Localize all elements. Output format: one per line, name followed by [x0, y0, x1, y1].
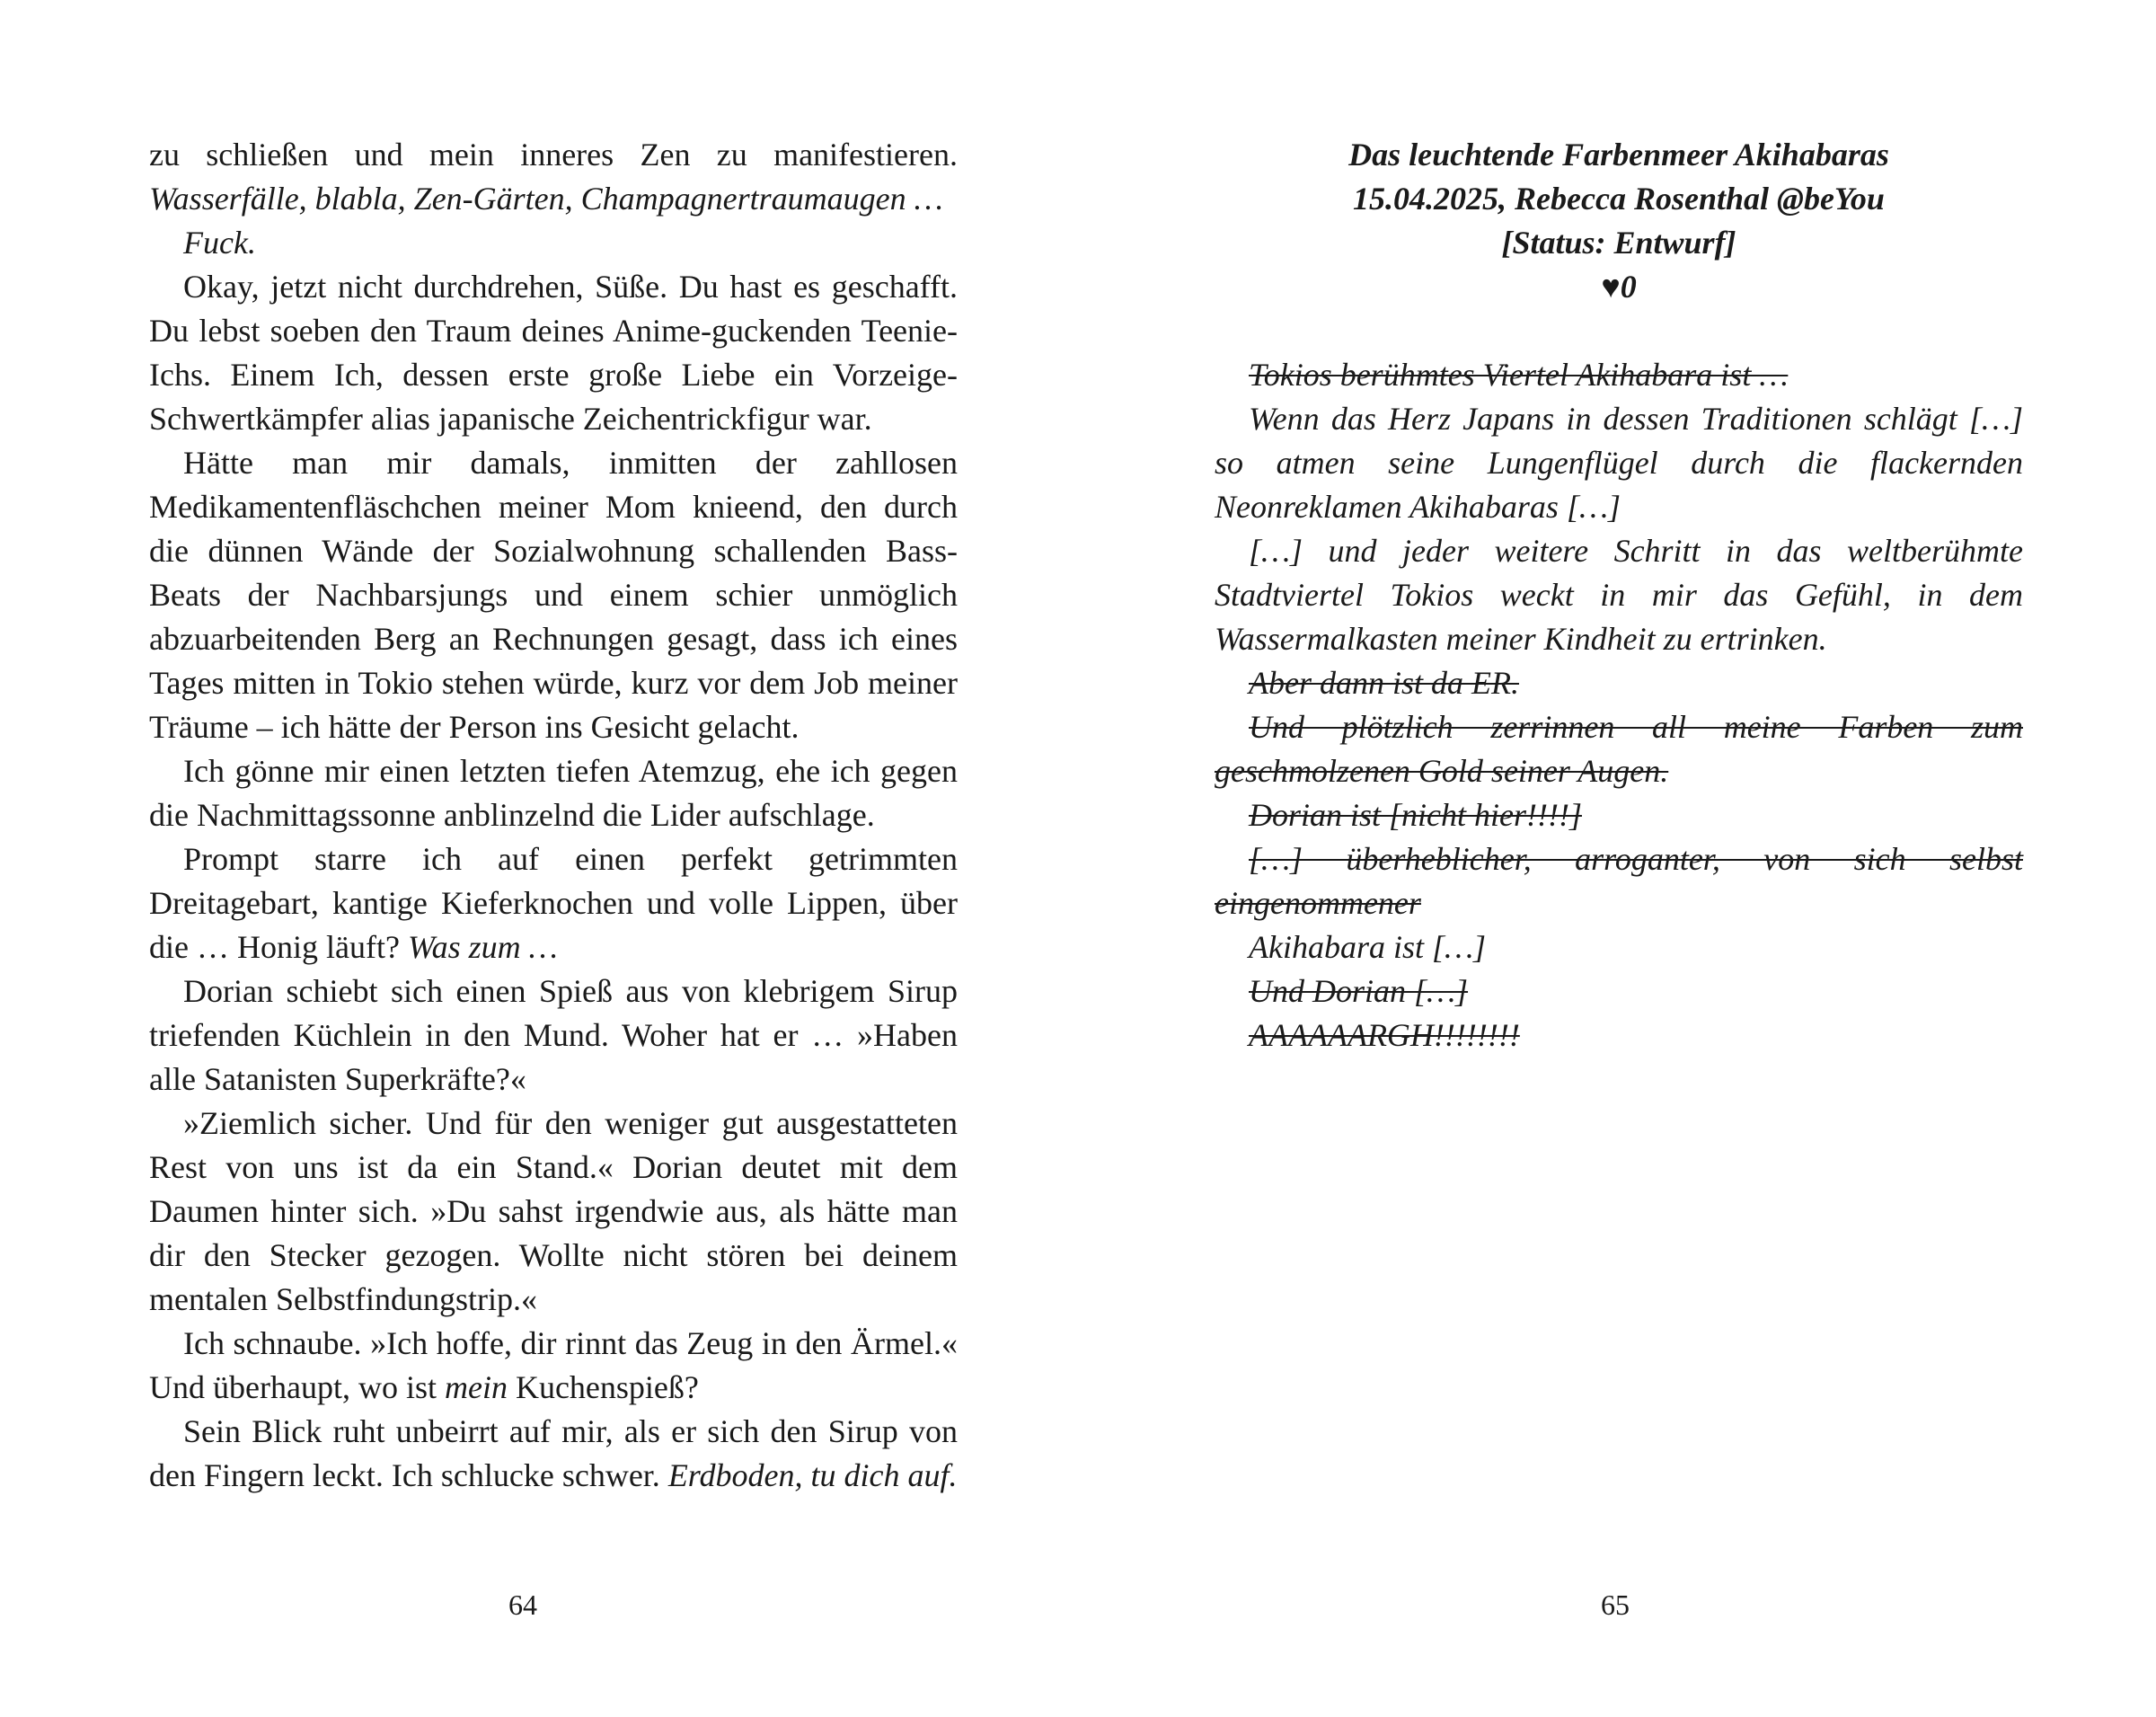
right-page [1078, 0, 2156, 1717]
draft-line-struck: Dorian ist [nicht hier!!!!] [1249, 797, 1582, 833]
draft-line: […] und jeder weitere Schritt in das weltberühmte Stadtviertel Tokios weckt in mir das Gefühl, in dem Wassermalkasten meiner Kindheit zu ertrinken. [1215, 533, 2023, 657]
draft-line-struck: Und Dorian […] [1249, 973, 1469, 1009]
draft-line-struck: Tokios berühmtes Viertel Akihabara ist … [1249, 357, 1789, 393]
draft-line-struck: Aber dann ist da ER. [1249, 665, 1519, 701]
post-meta: 15.04.2025, Rebecca Rosenthal @beYou [1353, 181, 1885, 217]
text-run: Sein Blick ruht unbeirrt auf mir, als er sich den Sirup von den Fingern leckt. Ich schlucke schwer. [149, 1413, 958, 1493]
italic-text: mein [444, 1369, 508, 1405]
paragraph [149, 1102, 958, 1322]
paragraph [149, 441, 958, 749]
text-run: Hätte man mir damals, inmitten der zahllosen Medikamentenfläschchen meiner Mom knieend, den durch die dünnen Wände der Sozialwohnung schallenden Bass-Beats der Nachbarsjungs und einem schier unmöglich abzuarbeitenden Berg an Rechnungen gesagt, dass ich eines Tages mitten in Tokio stehen würde, kurz vor dem Job meiner Träume – ich hätte der Person ins Gesicht gelacht. [149, 445, 958, 745]
page-number-left: 64 [508, 1589, 537, 1621]
draft-line: Wenn das Herz Japans in dessen Traditionen schlägt […] so atmen seine Lungenflügel durch die flackernden Neonreklamen Akihabaras […] [1215, 401, 2023, 525]
likes-count: 0 [1620, 269, 1637, 305]
paragraph [149, 749, 958, 837]
text-run: Dorian schiebt sich einen Spieß aus von klebrigem Sirup triefenden Küchlein in den Mund. Woher hat er … »Haben alle Satanisten Superkräfte?« [149, 973, 958, 1097]
paragraph [149, 221, 958, 265]
heart-icon: ♥ [1601, 269, 1621, 305]
paragraph [149, 1410, 958, 1498]
text-run: zu schließen und mein inneres Zen zu manifestieren. [149, 137, 958, 173]
paragraph [149, 837, 958, 969]
draft-line-struck: Und plötzlich zerrinnen all meine Farben zum geschmolzenen Gold seiner Augen. [1215, 709, 2023, 789]
post-title: Das leuchtende Farbenmeer Akihabaras [1348, 137, 1889, 173]
text-run: Kuchenspieß? [507, 1369, 699, 1405]
right-page-body [1215, 133, 2023, 1058]
italic-text: Wasserfälle, blabla, Zen-Gärten, Champagnertraumaugen … [149, 181, 943, 217]
post-likes [1215, 265, 2023, 309]
text-run: Okay, jetzt nicht durchdrehen, Süße. Du hast es geschafft. Du lebst soeben den Traum deines Anime-guckenden Teenie-Ichs. Einem Ich, dessen erste große Liebe ein Vorzeige-Schwertkämpfer alias japanische Zeichentrickfigur war. [149, 269, 958, 437]
paragraph [149, 265, 958, 441]
draft-line-struck: […] überheblicher, arroganter, von sich selbst eingenommener [1215, 841, 2023, 921]
italic-text: Fuck. [183, 225, 256, 261]
left-page-body [149, 133, 958, 1498]
text-run: »Ziemlich sicher. Und für den weniger gut ausgestatteten Rest von uns ist da ein Stand.« Dorian deutet mit dem Daumen hinter sich. »Du sahst irgendwie aus, als hätte man dir den Stecker gezogen. Wollte nicht stören bei deinem mentalen Selbstfindungstrip.« [149, 1105, 958, 1317]
post-status: [Status: Entwurf] [1501, 225, 1736, 261]
paragraph [149, 969, 958, 1102]
italic-text: Erdboden, tu dich auf. [667, 1457, 958, 1493]
text-run: Ich gönne mir einen letzten tiefen Atemzug, ehe ich gegen die Nachmittagssonne anblinzelnd die Lider aufschlage. [149, 753, 958, 833]
italic-text: Was zum … [407, 929, 558, 965]
text-run: Prompt starre ich auf einen perfekt getrimmten Dreitagebart, kantige Kieferknochen und volle Lippen, über die … Honig läuft? [149, 841, 958, 965]
paragraph [149, 133, 958, 221]
draft-line: Akihabara ist […] [1249, 929, 1487, 965]
draft-line-struck: AAAAAARGH!!!!!!!! [1249, 1017, 1520, 1053]
draft-lines [1215, 353, 2023, 1058]
spacer [1215, 309, 2023, 353]
text-run: Ich schnaube. »Ich hoffe, dir rinnt das Zeug in den Ärmel.« Und überhaupt, wo ist [149, 1325, 958, 1405]
paragraph [149, 1322, 958, 1410]
page-number-right: 65 [1601, 1589, 1630, 1621]
